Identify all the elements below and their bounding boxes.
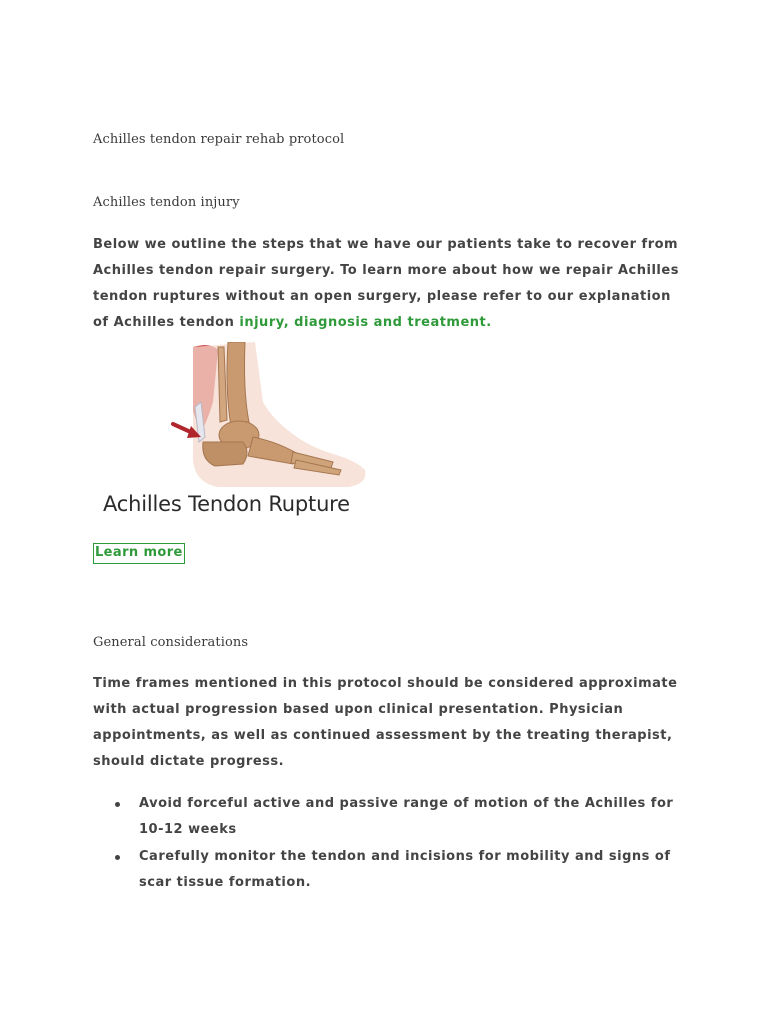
bullet-icon xyxy=(115,855,120,860)
list-item-text: Carefully monitor the tendon and incisions for mobility and signs of scar tissue formation. xyxy=(139,849,671,890)
calcaneus-bone xyxy=(203,442,247,466)
list-item xyxy=(115,791,685,843)
achilles-rupture-figure xyxy=(93,342,393,527)
considerations-list xyxy=(115,791,685,897)
section-heading-general: General considerations xyxy=(93,635,249,650)
figure-caption: Achilles Tendon Rupture xyxy=(103,492,350,516)
injury-paragraph xyxy=(93,232,683,336)
ankle-illustration xyxy=(93,342,393,487)
learn-more-button[interactable]: Learn more xyxy=(93,543,185,564)
document-title: Achilles tendon repair rehab protocol xyxy=(93,132,345,147)
general-paragraph: Time frames mentioned in this protocol should be considered approximate with actual progression based upon clinical presentation. Physician appointments, as well as continued assessment by the treating therapist, should dictate progress. xyxy=(93,676,678,769)
link-suffix: . xyxy=(486,315,492,330)
list-item-text: Avoid forceful active and passive range of motion of the Achilles for 10-12 weeks xyxy=(139,796,674,837)
injury-paragraph-text: Below we outline the steps that we have our patients take to recover from Achilles tendon repair surgery. To learn more about how we repair Achilles tendon ruptures without an open surgery, please refer to our explanation of Achilles tendon xyxy=(93,237,679,330)
injury-diagnosis-link[interactable]: injury, diagnosis and treatment xyxy=(239,315,487,330)
list-item xyxy=(115,844,685,896)
bullet-icon xyxy=(115,802,120,807)
section-heading-injury: Achilles tendon injury xyxy=(93,195,240,210)
